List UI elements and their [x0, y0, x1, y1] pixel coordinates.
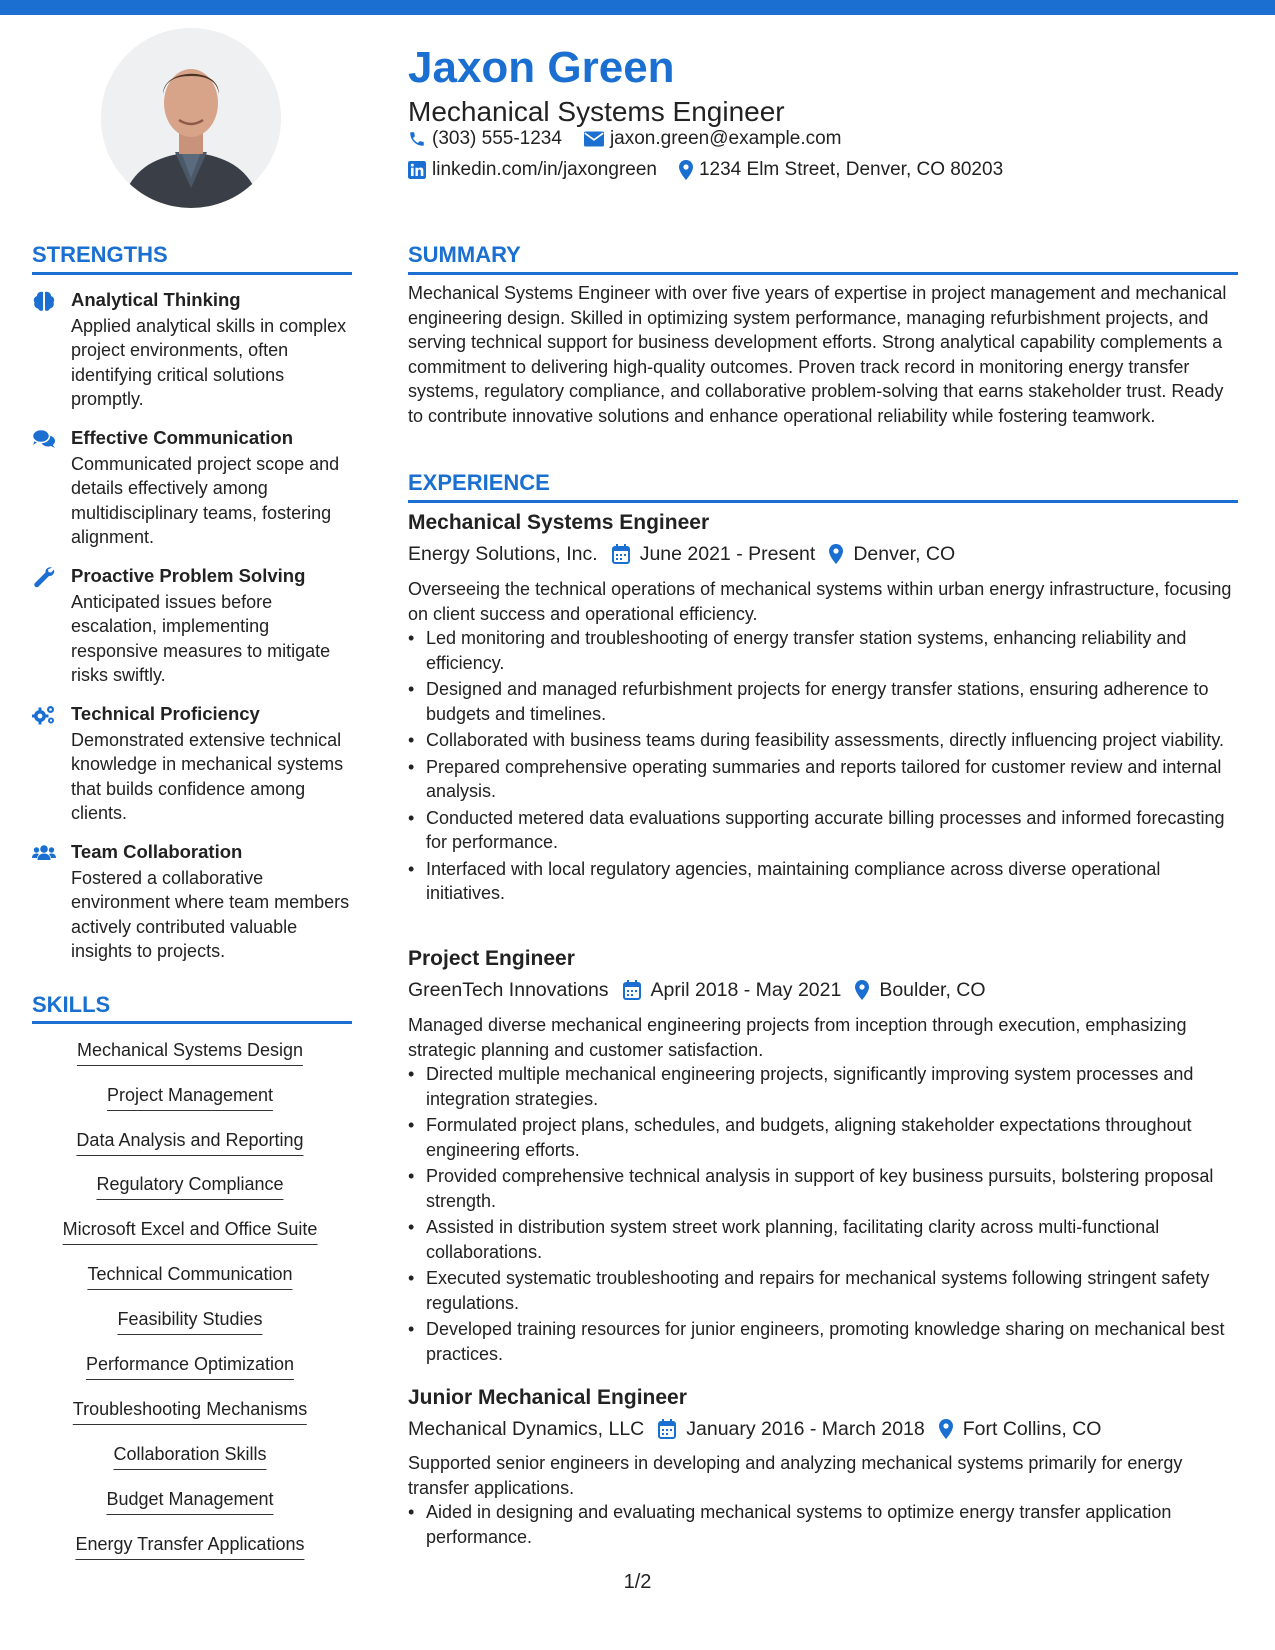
skill-item: Collaboration Skills [113, 1442, 266, 1470]
phone-icon [408, 130, 426, 148]
job-location: Denver, CO [853, 543, 956, 565]
strength-description: Demonstrated extensive technical knowledge in mechanical systems that builds confidence among clients. [71, 730, 344, 824]
email-link[interactable]: jaxon.green@example.com [609, 128, 842, 149]
skills-heading: SKILLS [32, 992, 111, 1017]
strength-description: Anticipated issues before escalation, implementing responsive measures to mitigate risks swiftly. [71, 592, 331, 686]
list-item: • Executed systematic troubleshooting and repairs for mechanical systems following stringent safety regulations. [408, 1266, 1238, 1315]
skill-item: Technical Communication [87, 1262, 292, 1290]
list-item: • Formulated project plans, schedules, and budgets, aligning stakeholder expectations throughout engineering efforts. [408, 1113, 1238, 1162]
job-location: Fort Collins, CO [962, 1418, 1102, 1440]
location-pin-icon [855, 980, 869, 1000]
job-title: Project Engineer [408, 947, 575, 970]
strength-title: Effective Communication [71, 427, 294, 448]
skills-rule [32, 1021, 352, 1024]
job-location: Boulder, CO [879, 979, 986, 1001]
strength-description: Communicated project scope and details effectively among multidisciplinary teams, fostering alignment. [71, 454, 340, 548]
comments-icon [32, 428, 56, 450]
location-pin-icon [679, 160, 693, 180]
address-text: 1234 Elm Street, Denver, CO 80203 [698, 159, 1004, 180]
job-meta [408, 977, 986, 1003]
experience-rule [408, 500, 1238, 503]
job-bullets [408, 1500, 1238, 1549]
list-item: • Developed training resources for junior engineers, promoting knowledge sharing on mechanical best practices. [408, 1317, 1238, 1366]
job-bullets [408, 1062, 1238, 1366]
linkedin-icon [408, 161, 426, 179]
job-bullets [408, 626, 1238, 906]
job-title: Junior Mechanical Engineer [408, 1386, 687, 1409]
job-meta [408, 1416, 1101, 1442]
company-name: GreenTech Innovations [408, 979, 609, 1001]
calendar-icon [623, 980, 641, 1000]
job-description: Supported senior engineers in developing and analyzing mechanical systems primarily for energy transfer applications. [408, 1453, 1183, 1498]
job-dates: April 2018 - May 2021 [650, 979, 842, 1001]
contact-row-1 [408, 127, 842, 151]
list-item: • Interfaced with local regulatory agencies, maintaining compliance across diverse operational initiatives. [408, 857, 1238, 906]
list-item: • Collaborated with business teams during feasibility assessments, directly influencing project viability. [408, 728, 1238, 753]
strength-description: Fostered a collaborative environment where team members actively contributed valuable insights to projects. [71, 868, 350, 962]
skill-item: Microsoft Excel and Office Suite [63, 1217, 318, 1245]
calendar-icon [658, 1419, 676, 1439]
wrench-icon [32, 566, 56, 588]
strength-title: Technical Proficiency [71, 703, 260, 724]
job-description: Managed diverse mechanical engineering projects from inception through execution, emphasizing strategic planning and customer satisfaction. [408, 1015, 1187, 1060]
users-icon [32, 842, 56, 864]
strength-title: Team Collaboration [71, 841, 243, 862]
job-description: Overseeing the technical operations of mechanical systems within urban energy infrastructure, focusing on client success and operational efficiency. [408, 579, 1232, 624]
list-item: • Directed multiple mechanical engineering projects, significantly improving system processes and integration strategies. [408, 1062, 1238, 1111]
job-title: Mechanical Systems Engineer [408, 511, 710, 534]
list-item: • Assisted in distribution system street work planning, facilitating clarity across multi-functional collaborations. [408, 1215, 1238, 1264]
skill-item: Mechanical Systems Design [77, 1038, 303, 1066]
summary-text: Mechanical Systems Engineer with over five years of expertise in project management and mechanical engineering design. Skilled in optimizing system performance, managing refurbishment projects, and serving technical support for business development efforts. Strong analytical capability complements a commitment to delivering high-quality outcomes. Proven track record in monitoring energy transfer systems, regulatory compliance, and collaborative problem-solving that earns stakeholder trust. Ready to contribute innovative solutions and enhance operational reliability while fostering teamwork. [408, 283, 1227, 426]
page-number: 1/2 [623, 1571, 652, 1593]
list-item: • Conducted metered data evaluations supporting accurate billing processes and informed forecasting for performance. [408, 806, 1238, 855]
location-pin-icon [939, 1419, 953, 1439]
skill-item: Project Management [107, 1083, 273, 1111]
linkedin-link[interactable]: linkedin.com/in/jaxongreen [432, 159, 657, 180]
skill-item: Troubleshooting Mechanisms [73, 1397, 307, 1425]
company-name: Energy Solutions, Inc. [408, 543, 598, 565]
strength-description: Applied analytical skills in complex project environments, often identifying critical solutions promptly. [71, 316, 347, 410]
skill-item: Regulatory Compliance [96, 1172, 283, 1200]
company-name: Mechanical Dynamics, LLC [408, 1418, 645, 1440]
envelope-icon [584, 131, 604, 147]
location-pin-icon [829, 544, 843, 564]
top-accent-bar [0, 0, 1275, 15]
strengths-rule [32, 272, 352, 275]
phone-text[interactable]: (303) 555-1234 [432, 128, 562, 149]
gears-icon [32, 704, 56, 726]
summary-rule [408, 272, 1238, 275]
job-meta [408, 541, 955, 567]
skill-item: Feasibility Studies [117, 1307, 262, 1335]
list-item: • Provided comprehensive technical analysis in support of key business pursuits, bolstering proposal strength. [408, 1164, 1238, 1213]
skill-item: Data Analysis and Reporting [76, 1128, 303, 1156]
strengths-heading: STRENGTHS [32, 242, 168, 267]
contact-row-2 [408, 158, 1003, 182]
list-item: • Designed and managed refurbishment projects for energy transfer stations, ensuring adherence to budgets and timelines. [408, 677, 1238, 726]
calendar-icon [612, 544, 630, 564]
list-item: • Aided in designing and evaluating mechanical systems to optimize energy transfer application performance. [408, 1500, 1238, 1549]
profile-photo [101, 28, 281, 208]
job-dates: June 2021 - Present [639, 543, 816, 565]
job-dates: January 2016 - March 2018 [686, 1418, 925, 1440]
list-item: • Led monitoring and troubleshooting of energy transfer station systems, enhancing reliability and efficiency. [408, 626, 1238, 675]
skill-item: Budget Management [106, 1487, 273, 1515]
list-item: • Prepared comprehensive operating summaries and reports tailored for customer review and internal analysis. [408, 755, 1238, 804]
candidate-title: Mechanical Systems Engineer [408, 96, 785, 127]
experience-heading: EXPERIENCE [408, 470, 550, 495]
skill-item: Performance Optimization [86, 1352, 294, 1380]
brain-icon [32, 290, 56, 312]
strength-title: Analytical Thinking [71, 289, 241, 310]
candidate-name: Jaxon Green [408, 43, 675, 92]
skill-item: Energy Transfer Applications [75, 1532, 304, 1560]
strength-title: Proactive Problem Solving [71, 565, 306, 586]
summary-heading: SUMMARY [408, 242, 521, 267]
